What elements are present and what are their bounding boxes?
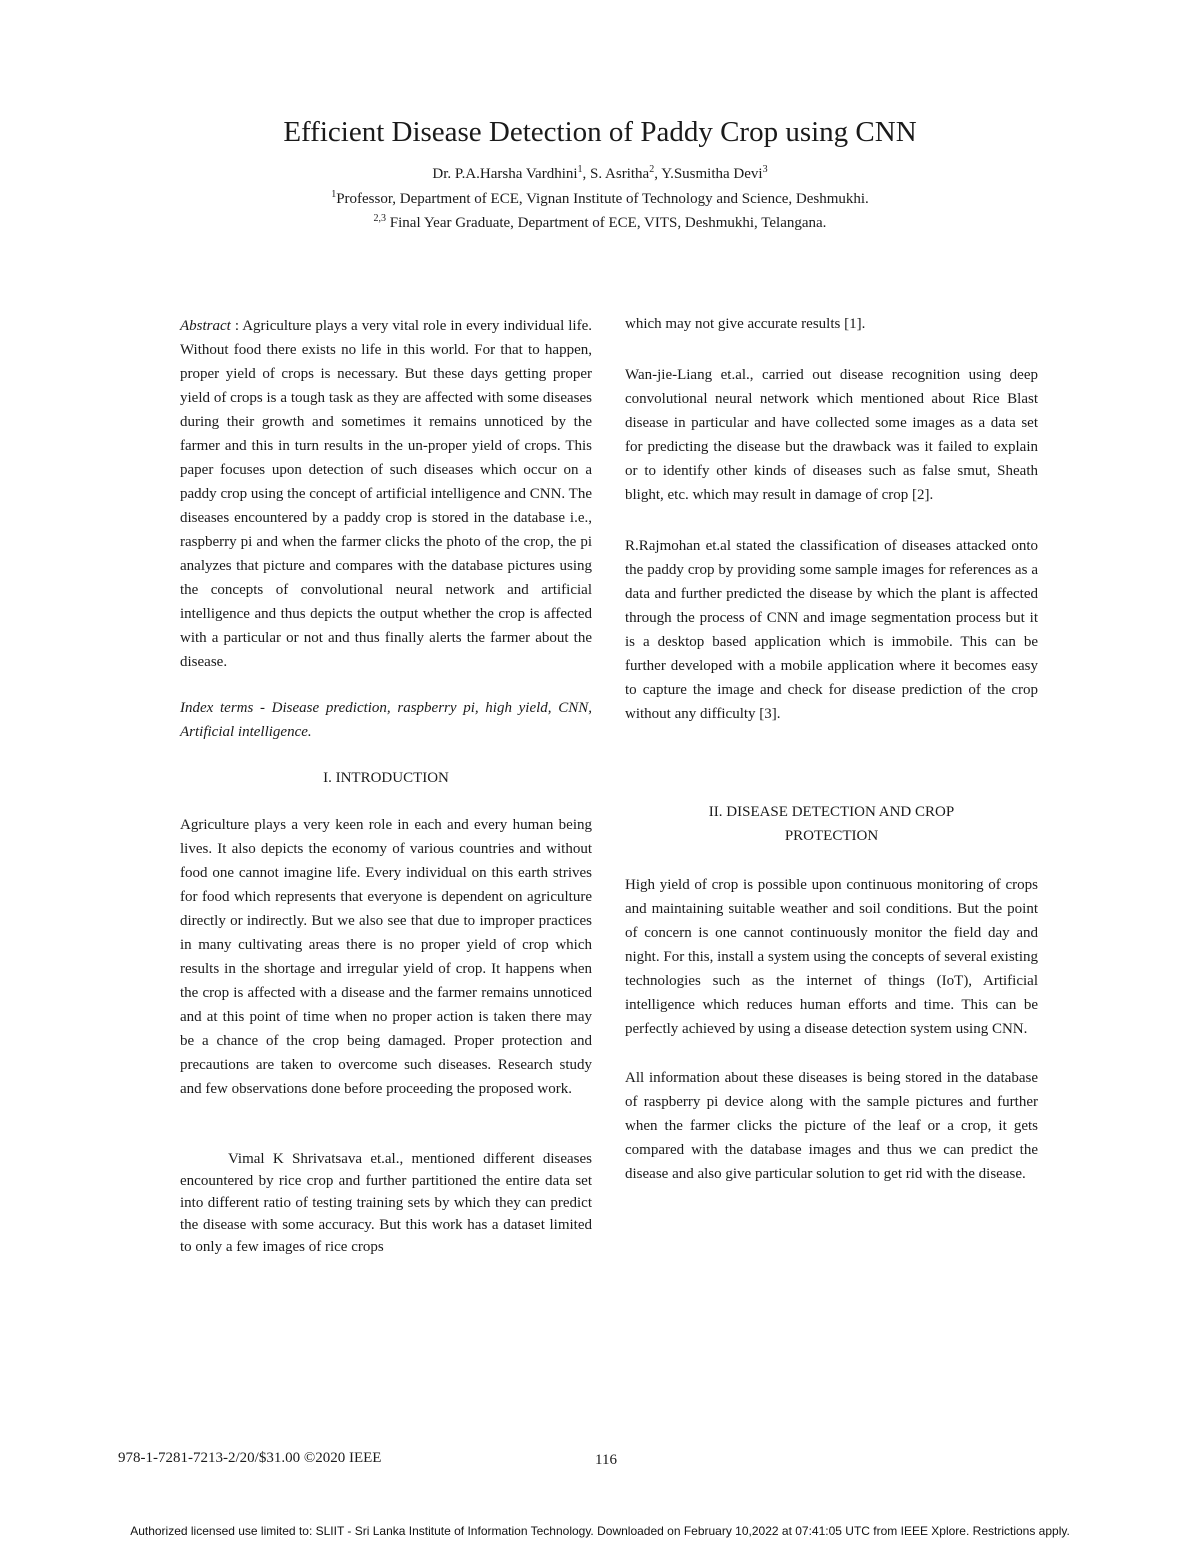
continuation-text: which may not give accurate results [1]. [625, 316, 866, 332]
page-number: 116 [595, 1452, 617, 1468]
index-terms: Index terms - Disease prediction, raspberry pi, high yield, CNN, Artificial intelligence. [180, 700, 592, 740]
abstract-label: Abstract [180, 318, 231, 334]
section-heading-line: II. DISEASE DETECTION AND CROP [708, 804, 955, 820]
author-superscript: 2 [649, 164, 655, 175]
shrivatsava-paragraph: Vimal K Shrivatsava et.al., mentioned different diseases encountered by rice crop and further partitioned the entire data set into different ratio of testing training sets by which they can predict the disease with some accuracy. But this work has a dataset limited to only a few images of rice crops [180, 1151, 592, 1255]
abstract-separator: : [230, 318, 243, 334]
yield-paragraph: High yield of crop is possible upon continuous monitoring of crops and maintaining suitable weather and soil conditions. But the point of concern is one cannot continuously monitor the field day and night. For this, install a system using the concepts of several existing technologies such as the internet of things (IoT), Artificial intelligence which reduces human efforts and time. This can be perfectly achieved by using a disease detection system using CNN. [625, 877, 1038, 1037]
affiliation-superscript: 1 [331, 189, 337, 200]
section-heading-disease-detection [625, 800, 1038, 848]
affiliation-text: Professor, Department of ECE, Vignan Institute of Technology and Science, Deshmukhi. [336, 191, 869, 207]
abstract [180, 314, 592, 674]
rajmohan-paragraph: R.Rajmohan et.al stated the classification of diseases attacked onto the paddy crop by providing some sample images for references as a data and further predicted the disease by which the plant is affected through the process of CNN and image segmentation process but it is a desktop based application which is immobile. This can be further developed with a mobile application where it becomes easy to capture the image and check for disease prediction of the crop without any difficulty [3]. [625, 538, 1038, 722]
section-heading-line: PROTECTION [784, 828, 879, 844]
liang-paragraph: Wan-jie-Liang et.al., carried out disease recognition using deep convolutional neural network which mentioned about Rice Blast disease in particular and have collected some images as a data set for predicting the disease but the drawback was it failed to explain or to identify other kinds of diseases such as false smut, Sheath blight, etc. which may result in damage of crop [2]. [625, 367, 1038, 503]
author-list: Dr. P.A.Harsha Vardhini$^1$, S. Asritha$^2$, Y.Susmitha Devi$^3$ [432, 164, 768, 182]
affiliation-text: Final Year Graduate, Department of ECE, VITS, Deshmukhi, Telangana. [386, 215, 827, 231]
abstract-text: Agriculture plays a very vital role in every individual life. Without food there exists no life in this world. For that to happen, proper yield of crops is necessary. But these days getting proper yield of crops is a tough task as they are affected with some diseases during their growth and sometimes it remains unnoticed by the farmer and this in turn results in the un-proper yield of crops. This paper focuses upon detection of such diseases which occur on a paddy crop using the concept of artificial intelligence and CNN. The diseases encountered by a paddy crop is stored in the database i.e., raspberry pi and when the farmer clicks the photo of the crop, the pi analyzes that picture and compares with the database pictures using the concepts of convolutional neural network and artificial intelligence and thus depicts the output whether the crop is affected with a particular or not and thus finally alerts the farmer about the disease. [180, 318, 592, 670]
isbn-copyright: 978-1-7281-7213-2/20/$31.00 ©2020 IEEE [118, 1450, 382, 1466]
author-name: S. Asritha [590, 166, 650, 182]
right-column [625, 312, 1038, 1186]
author-superscript: 1 [577, 164, 583, 175]
author-name: Y.Susmitha Devi [661, 166, 763, 182]
affiliation-1 [0, 191, 1200, 208]
author-name: Dr. P.A.Harsha Vardhini [432, 166, 578, 182]
database-paragraph: All information about these diseases is being stored in the database of raspberry pi device along with the sample pictures and further when the farmer clicks the picture of the leaf or a crop, it gets compared with the database images and thus we can predict the disease and also give particular solution to get rid with the disease. [625, 1070, 1038, 1182]
affiliation-2 [0, 215, 1200, 232]
paper-title: Efficient Disease Detection of Paddy Crop using CNN [283, 116, 917, 148]
affiliation-superscript: 2,3 [373, 213, 387, 224]
author-superscript: 3 [762, 164, 768, 175]
section-heading-introduction: I. INTRODUCTION [323, 770, 449, 786]
left-column [180, 314, 592, 1258]
intro-paragraph: Agriculture plays a very keen role in each and every human being lives. It also depicts the economy of various countries and without food one cannot imagine life. Every individual on this earth strives for food which represents that everyone is dependent on agriculture directly or indirectly. But we also see that due to improper practices in many cultivating areas there is no proper yield of crop which results in the shortage and irregular yield of crop. It happens when the crop is affected with a disease and the farmer remains unnoticed and at this point of time when no proper action is taken there may be a chance of the crop being damaged. Proper protection and precautions are taken to overcome such diseases. Research study and few observations done before proceeding the proposed work. [180, 817, 592, 1097]
license-notice: Authorized licensed use limited to: SLIIT - Sri Lanka Institute of Information Technology. Downloaded on February 10,2022 at 07:41:05 UTC from IEEE Xplore. Restrictions apply. [130, 1524, 1070, 1538]
